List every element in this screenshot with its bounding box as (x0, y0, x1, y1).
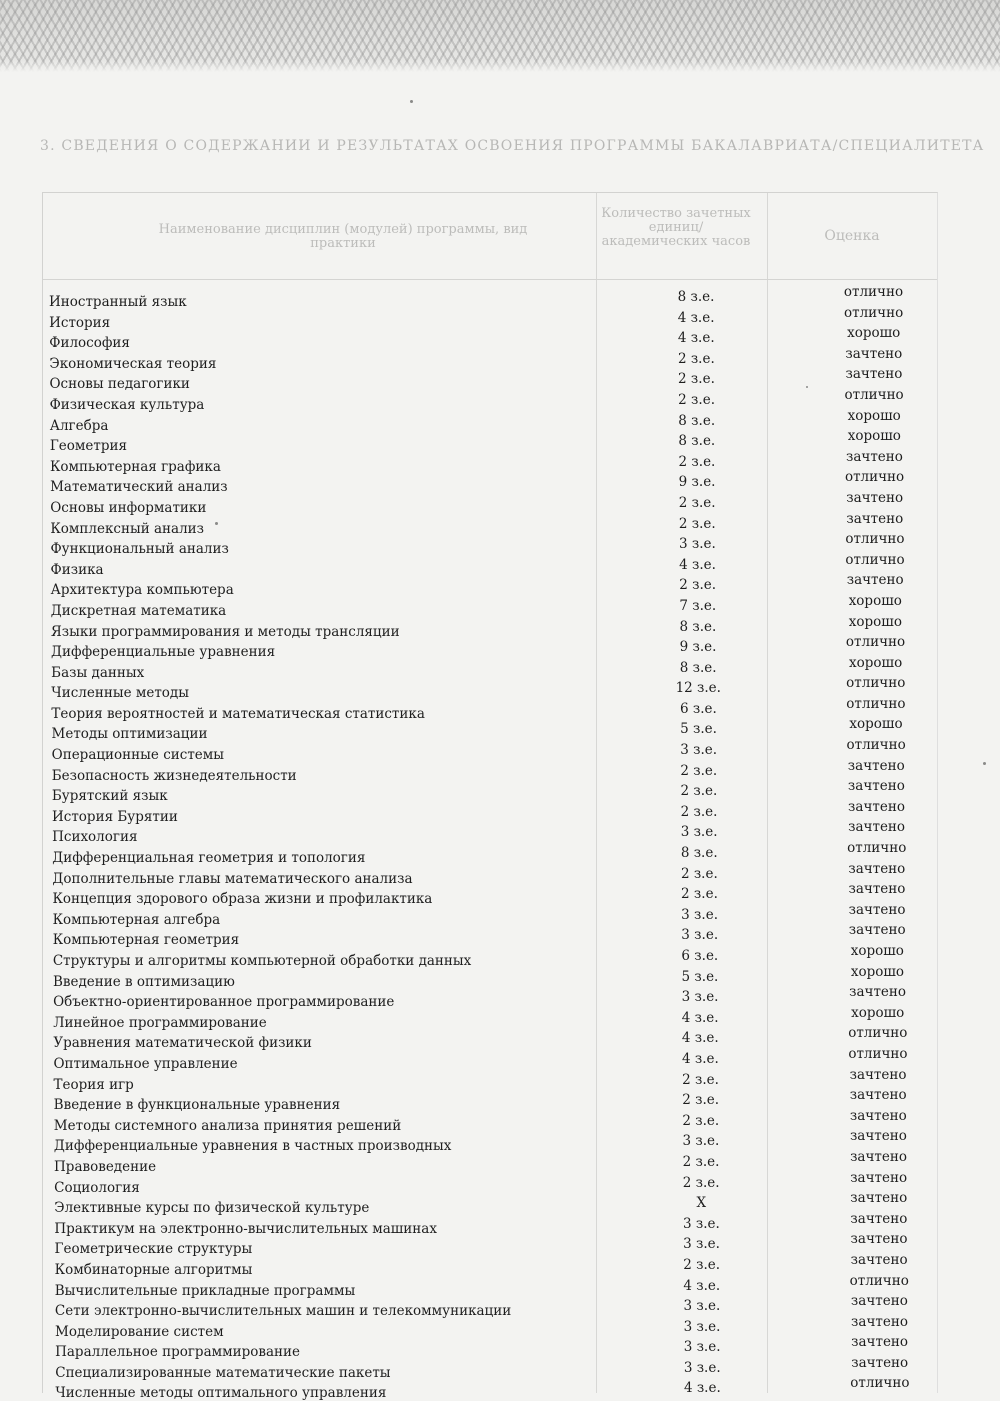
credits-value: 3 з.е. (682, 1133, 720, 1150)
scan-speck (410, 100, 413, 103)
credits-value: 3 з.е. (683, 1359, 721, 1376)
grade-value: зачтено (845, 366, 903, 383)
discipline-name: Концепция здорового образа жизни и профилактика (52, 891, 433, 908)
credits-value: 12 з.е. (675, 680, 721, 697)
credits-value: 2 з.е. (678, 453, 716, 470)
discipline-name: Методы оптимизации (51, 726, 208, 743)
credits-value: 9 з.е. (679, 639, 717, 656)
grade-value: хорошо (847, 325, 901, 342)
discipline-name: Специализированные математические пакеты (55, 1364, 391, 1381)
credits-value: 5 з.е. (680, 721, 717, 738)
table-row (50, 943, 950, 969)
table-row (51, 1169, 951, 1196)
table-row (47, 510, 947, 537)
discipline-name: Иностранный язык (49, 294, 187, 310)
grade-value: отлично (844, 469, 905, 486)
table-row (52, 1334, 952, 1361)
table-row (46, 304, 946, 331)
credits-value: 2 з.е. (678, 515, 716, 532)
grade-value: зачтено (850, 1190, 908, 1207)
grade-value: отлично (847, 840, 907, 857)
grade-value: зачтено (847, 757, 905, 774)
discipline-name: Теория вероятностей и математическая статистика (51, 705, 425, 722)
credits-value: 2 з.е. (680, 865, 718, 882)
grade-value: хорошо (849, 654, 903, 671)
table-row (52, 1375, 952, 1401)
table-row (50, 963, 950, 990)
credits-value: 4 з.е. (677, 309, 715, 326)
table-row (52, 1354, 952, 1381)
credits-value: 2 з.е. (682, 1092, 720, 1109)
credits-value: 6 з.е. (681, 948, 719, 964)
column-header-name: Наименование дисциплин (модулей) программы, вид практики (158, 222, 528, 251)
grade-value: зачтено (849, 1066, 907, 1083)
discipline-name: Экономическая теория (49, 355, 217, 372)
grade-value: хорошо (848, 592, 902, 609)
grade-value: хорошо (847, 407, 901, 424)
discipline-name: Методы системного анализа принятия решений (53, 1117, 402, 1134)
table-row (50, 1004, 950, 1031)
grade-value: отлично (846, 737, 906, 754)
grade-value: отлично (843, 284, 904, 300)
table-row (51, 1107, 951, 1134)
discipline-name: Объектно-ориентированное программирование (53, 994, 395, 1011)
discipline-name: Численные методы оптимального управления (55, 1385, 387, 1401)
table-row (50, 1025, 950, 1052)
discipline-name: Структуры и алгоритмы компьютерной обработки данных (52, 953, 472, 969)
grade-value: зачтено (848, 922, 906, 939)
credits-value: 3 з.е. (681, 927, 719, 944)
table-row (48, 592, 948, 619)
credits-value: 2 з.е. (680, 762, 718, 779)
table-row (50, 1045, 950, 1072)
grade-value: зачтено (849, 1128, 907, 1145)
grade-value: зачтено (850, 1293, 908, 1310)
table-row (49, 819, 949, 846)
grade-value: зачтено (848, 881, 906, 898)
credits-value: 3 з.е. (681, 906, 718, 923)
grade-value: хорошо (850, 963, 905, 980)
discipline-name: Архитектура компьютера (50, 582, 234, 599)
discipline-name: Физическая культура (49, 396, 205, 413)
discipline-name: Моделирование систем (55, 1323, 224, 1340)
discipline-name: Философия (49, 335, 130, 352)
discipline-name: Комбинаторные алгоритмы (54, 1261, 253, 1278)
credits-value: 3 з.е. (679, 536, 716, 553)
discipline-name: Комплексный анализ (50, 520, 205, 537)
credits-value: 2 з.е. (682, 1071, 719, 1088)
table-row (52, 1293, 952, 1320)
discipline-name: Элективные курсы по физической культуре (54, 1200, 370, 1217)
table-row (50, 984, 950, 1011)
table-row (51, 1190, 951, 1217)
discipline-name: Основы педагогики (49, 376, 190, 393)
discipline-name: История (49, 314, 111, 331)
credits-value: 2 з.е. (680, 783, 718, 800)
scan-speck (983, 762, 986, 765)
table-row (51, 1148, 951, 1175)
grade-value: зачтено (846, 489, 904, 506)
table-row (51, 1087, 951, 1114)
table-row (50, 922, 950, 949)
table-row (52, 1251, 952, 1278)
table-row (46, 345, 946, 372)
table-row (52, 1231, 952, 1258)
grade-value: зачтено (851, 1313, 908, 1330)
discipline-name: Бурятский язык (51, 788, 168, 805)
grade-value: зачтено (848, 819, 906, 836)
grade-value: отлично (850, 1375, 910, 1392)
column-header-credits: Количество зачетных единиц/ академических часов (601, 206, 751, 249)
discipline-name: Психология (52, 829, 138, 846)
grade-value: зачтено (845, 448, 903, 465)
table-row (47, 448, 947, 475)
credits-value: 8 з.е. (679, 618, 717, 635)
table-row (49, 798, 949, 825)
table-row (48, 675, 948, 702)
discipline-name: Линейное программирование (53, 1014, 267, 1031)
table-row (48, 613, 948, 640)
credits-value: 4 з.е. (681, 1030, 719, 1047)
discipline-name: Геометрия (49, 438, 127, 455)
credits-value: 2 з.е. (682, 1153, 720, 1170)
credits-value: 4 з.е. (683, 1380, 721, 1397)
discipline-name: Компьютерная графика (49, 458, 221, 475)
grade-value: зачтено (850, 1231, 908, 1248)
credits-value: 2 з.е. (682, 1174, 720, 1191)
table-row (52, 1313, 952, 1340)
table-row (49, 737, 949, 764)
table-row (49, 757, 949, 784)
table-row (46, 325, 946, 352)
table-row (49, 716, 949, 743)
credits-value: 3 з.е. (683, 1339, 721, 1356)
table-row (49, 860, 949, 887)
credits-value: 3 з.е. (680, 824, 718, 841)
grade-value: отлично (844, 386, 904, 403)
scan-speck (806, 386, 808, 388)
table-row (48, 551, 948, 578)
discipline-name: Компьютерная алгебра (52, 911, 221, 928)
credits-value: 8 з.е. (678, 433, 716, 450)
discipline-name: Уравнения математической физики (53, 1035, 312, 1052)
grade-value: зачтено (846, 510, 904, 527)
credits-value: 2 з.е. (679, 577, 717, 594)
table-row (49, 778, 949, 805)
credits-value: 3 з.е. (682, 1215, 720, 1232)
discipline-name: Физика (50, 561, 104, 578)
grade-value: хорошо (850, 943, 904, 959)
discipline-name: Введение в оптимизацию (52, 973, 235, 990)
credits-value: 3 з.е. (680, 742, 718, 759)
credits-value: 4 з.е. (683, 1277, 721, 1294)
credits-value: 3 з.е. (683, 1318, 721, 1335)
grade-value: хорошо (851, 1004, 905, 1021)
discipline-name: Основы информатики (50, 499, 207, 516)
discipline-name: Социология (54, 1179, 140, 1196)
table-body (46, 284, 946, 1401)
credits-value: 9 з.е. (678, 474, 716, 491)
grade-value: отлично (849, 1272, 909, 1289)
table-row (47, 407, 947, 434)
discipline-name: Алгебра (49, 417, 109, 434)
grade-value: зачтено (845, 345, 903, 362)
grade-value: зачтено (848, 798, 905, 815)
grade-value: зачтено (847, 778, 905, 795)
grade-value: отлично (845, 531, 905, 548)
grade-value: отлично (843, 304, 904, 321)
table-row (47, 386, 947, 413)
credits-value: 2 з.е. (682, 1112, 720, 1129)
credits-value: X (696, 1195, 707, 1212)
discipline-name: Дискретная математика (50, 602, 227, 619)
discipline-name: Численные методы (51, 685, 189, 702)
credits-value: 8 з.е. (678, 412, 716, 429)
table-row (47, 469, 947, 496)
grade-value: хорошо (849, 716, 903, 733)
grade-value: зачтено (848, 860, 906, 877)
discipline-name: Базы данных (51, 664, 145, 681)
table-row (52, 1272, 952, 1299)
discipline-name: Теория игр (53, 1076, 134, 1093)
grade-value: отлично (848, 1025, 908, 1042)
credits-value: 3 з.е. (681, 989, 719, 1006)
discipline-name: Дополнительные главы математического анализа (52, 870, 413, 887)
grade-value: зачтено (850, 1210, 908, 1227)
grade-value: хорошо (847, 428, 901, 445)
table-row (48, 634, 948, 661)
table-row (51, 1066, 951, 1093)
grade-value: отлично (845, 634, 906, 651)
grade-value: хорошо (848, 613, 902, 630)
discipline-name: Правоведение (54, 1158, 157, 1175)
credits-value: 4 з.е. (677, 330, 715, 347)
discipline-name: Безопасность жизнедеятельности (51, 767, 297, 784)
grade-value: отлично (846, 695, 906, 712)
table-row (51, 1128, 951, 1155)
discipline-name: Математический анализ (50, 479, 228, 496)
credits-value: 4 з.е. (681, 1009, 719, 1026)
credits-value: 2 з.е. (678, 494, 716, 511)
credits-value: 2 з.е. (677, 350, 715, 367)
credits-value: 2 з.е. (681, 886, 718, 903)
discipline-name: Компьютерная геометрия (52, 932, 240, 949)
grade-value: зачтено (848, 901, 906, 918)
discipline-name: Дифференциальные уравнения (51, 644, 276, 661)
credits-value: 2 з.е. (678, 391, 715, 408)
discipline-name: Оптимальное управление (53, 1055, 238, 1072)
grade-value: зачтено (850, 1148, 907, 1165)
grade-value: отлично (848, 1045, 908, 1062)
credits-value: 3 з.е. (683, 1298, 721, 1315)
discipline-name: Операционные системы (51, 747, 225, 764)
grade-value: зачтено (849, 1107, 907, 1124)
credits-value: 7 з.е. (679, 597, 717, 614)
table-row (49, 881, 949, 908)
credits-value: 2 з.е. (680, 803, 718, 820)
discipline-name: Введение в функциональные уравнения (53, 1097, 341, 1114)
section-heading: 3. СВЕДЕНИЯ О СОДЕРЖАНИИ И РЕЗУЛЬТАТАХ ОСВОЕНИЯ ПРОГРАММЫ БАКАЛАВРИАТА/СПЕЦИАЛИТЕТА (40, 138, 985, 154)
grade-value: зачтено (849, 984, 907, 1001)
table-row (46, 284, 946, 310)
table-row (46, 366, 946, 393)
discipline-name: Дифференциальные уравнения в частных производных (53, 1138, 452, 1155)
table-row (48, 572, 948, 599)
discipline-name: Функциональный анализ (50, 541, 229, 558)
discipline-name: Вычислительные прикладные программы (54, 1282, 356, 1299)
grade-value: зачтено (849, 1087, 907, 1104)
column-header-grade: Оценка (824, 228, 880, 244)
table-row (47, 489, 947, 516)
grade-value: зачтено (850, 1251, 908, 1268)
discipline-name: Параллельное программирование (55, 1344, 301, 1361)
credits-value: 2 з.е. (678, 371, 715, 388)
credits-value: 4 з.е. (682, 1050, 719, 1067)
table-row (49, 840, 949, 867)
credits-value: 8 з.е. (680, 845, 718, 862)
credits-value: 3 з.е. (683, 1236, 720, 1253)
table-row (51, 1210, 951, 1237)
discipline-name: История Бурятии (52, 808, 178, 825)
grade-value: зачтено (851, 1334, 909, 1351)
grade-value: зачтено (846, 572, 904, 589)
credits-value: 4 з.е. (679, 556, 716, 573)
scan-speck (215, 522, 218, 525)
table-row (50, 901, 950, 928)
credits-value: 5 з.е. (681, 968, 719, 985)
security-pattern-band (0, 0, 1000, 72)
discipline-name: Языки программирования и методы трансляции (50, 623, 400, 640)
discipline-name: Практикум на электронно-вычислительных машинах (54, 1220, 437, 1237)
discipline-name: Геометрические структуры (54, 1241, 253, 1258)
credits-value: 2 з.е. (683, 1256, 721, 1273)
grade-value: зачтено (851, 1354, 909, 1371)
table-row (48, 654, 948, 681)
table-row (47, 531, 947, 558)
header-divider (43, 279, 937, 280)
table-row (48, 695, 948, 722)
credits-value: 8 з.е. (677, 289, 715, 305)
grade-value: отлично (846, 675, 906, 692)
discipline-name: Дифференциальная геометрия и топология (52, 850, 366, 867)
table-row (47, 428, 947, 455)
discipline-name: Сети электронно-вычислительных машин и телекоммуникации (54, 1303, 512, 1320)
grade-value: зачтено (850, 1169, 908, 1186)
grade-value: отлично (845, 551, 905, 568)
credits-value: 8 з.е. (679, 659, 717, 676)
credits-value: 6 з.е. (679, 700, 717, 717)
